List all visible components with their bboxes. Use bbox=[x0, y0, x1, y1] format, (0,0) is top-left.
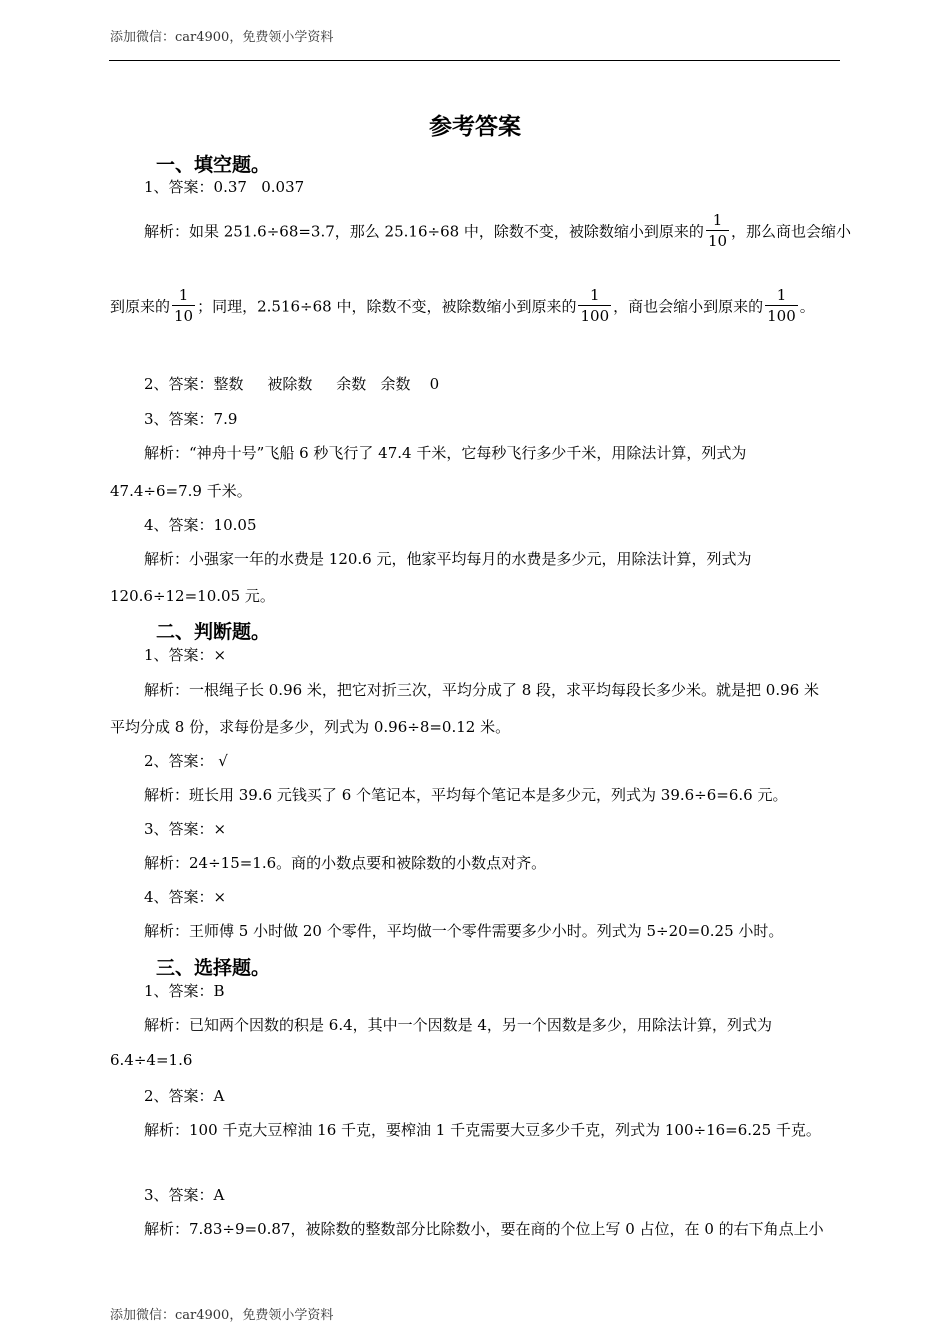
s1-q4-answer: 4、答案：10.05 bbox=[144, 516, 257, 534]
fraction-one-hundredth: $\frac{1}{100}$ bbox=[580, 286, 610, 325]
s2-q4-answer: 4、答案：× bbox=[144, 888, 227, 906]
section-heading-multiple-choice: 三、选择题。 bbox=[156, 957, 271, 979]
footer-note: 添加微信：car4900，免费领小学资料 bbox=[110, 1308, 334, 1323]
s1-q1-text-a: 解析：如果 251.6÷68=3.7，那么 25.16÷68 中，除数不变，被除数缩小到原来的 bbox=[144, 222, 704, 241]
fraction-one-tenth-2: $\frac{1}{10}$ bbox=[174, 286, 194, 325]
s2-q3-explanation: 解析：24÷15=1.6。商的小数点要和被除数的小数点对齐。 bbox=[144, 854, 547, 872]
s1-q4-explanation-line1: 解析：小强家一年的水费是 120.6 元，他家平均每月的水费是多少元，用除法计算，列式为 bbox=[144, 550, 752, 568]
section-heading-fill-blank: 一、填空题。 bbox=[156, 154, 271, 176]
s1-q1-explanation-line1 bbox=[144, 212, 851, 253]
s1-q3-answer: 3、答案：7.9 bbox=[144, 410, 238, 428]
s2-q1-explanation-line1: 解析：一根绳子长 0.96 米，把它对折三次，平均分成了 8 段，求平均每段长多少米。就是把 0.96 米 bbox=[144, 681, 819, 699]
s2-q3-answer: 3、答案：× bbox=[144, 820, 227, 838]
s2-q2-answer: 2、答案： √ bbox=[144, 752, 228, 770]
s1-q1-text-b: ，那么商也会缩小 bbox=[731, 222, 852, 241]
s1-q3-explanation-line1: 解析：“神舟十号”飞船 6 秒飞行了 47.4 千米，它每秒飞行多少千米，用除法计算，列式为 bbox=[144, 444, 747, 462]
header-divider bbox=[109, 60, 840, 61]
s1-q2-answer: 2、答案：整数 被除数 余数 余数 0 bbox=[144, 375, 440, 393]
s2-q2-explanation: 解析：班长用 39.6 元钱买了 6 个笔记本，平均每个笔记本是多少元，列式为 39.6÷6=6.6 元。 bbox=[144, 786, 788, 804]
s1-q4-explanation-line2: 120.6÷12=10.05 元。 bbox=[110, 587, 275, 605]
s1-q3-explanation-line2: 47.4÷6=7.9 千米。 bbox=[110, 482, 252, 500]
fraction-one-hundredth-2: $\frac{1}{100}$ bbox=[767, 286, 796, 325]
s2-q4-explanation: 解析：王师傅 5 小时做 20 个零件，平均做一个零件需要多少小时。列式为 5÷20=0.25 小时。 bbox=[144, 922, 784, 940]
s2-q1-answer: 1、答案：× bbox=[144, 646, 227, 664]
s3-q1-explanation-line1: 解析：已知两个因数的积是 6.4，其中一个因数是 4，另一个因数是多少，用除法计算，列式为 bbox=[144, 1016, 772, 1034]
header-note: 添加微信：car4900，免费领小学资料 bbox=[110, 30, 334, 45]
s1-q1-answer: 1、答案：0.37 0.037 bbox=[144, 178, 305, 196]
fraction-one-tenth: $\frac{1}{10}$ bbox=[707, 211, 728, 250]
s3-q2-explanation: 解析：100 千克大豆榨油 16 千克，要榨油 1 千克需要大豆多少千克，列式为 100÷16=6.25 千克。 bbox=[144, 1121, 821, 1139]
s3-q3-explanation-line1: 解析：7.83÷9=0.87，被除数的整数部分比除数小，要在商的个位上写 0 占位，在 0 的右下角点上小 bbox=[144, 1220, 824, 1238]
s3-q1-explanation-line2: 6.4÷4=1.6 bbox=[110, 1051, 193, 1069]
s3-q3-answer: 3、答案：A bbox=[144, 1186, 225, 1204]
s2-q1-explanation-line2: 平均分成 8 份，求每份是多少，列式为 0.96÷8=0.12 米。 bbox=[110, 718, 511, 736]
s3-q2-answer: 2、答案：A bbox=[144, 1087, 225, 1105]
s1-q1-explanation-line2: 到原来的 $\frac{1}{10}$ ；同理，2.516÷68 中，除数不变，被除数缩小到原来的 $\frac{1}{100}$ ，商也会缩小到原来的 $\frac{1}{100}$ 。 bbox=[110, 286, 815, 325]
s3-q1-answer: 1、答案：B bbox=[144, 982, 225, 1000]
section-heading-true-false: 二、判断题。 bbox=[156, 621, 271, 643]
page-title: 参考答案 bbox=[429, 114, 521, 140]
